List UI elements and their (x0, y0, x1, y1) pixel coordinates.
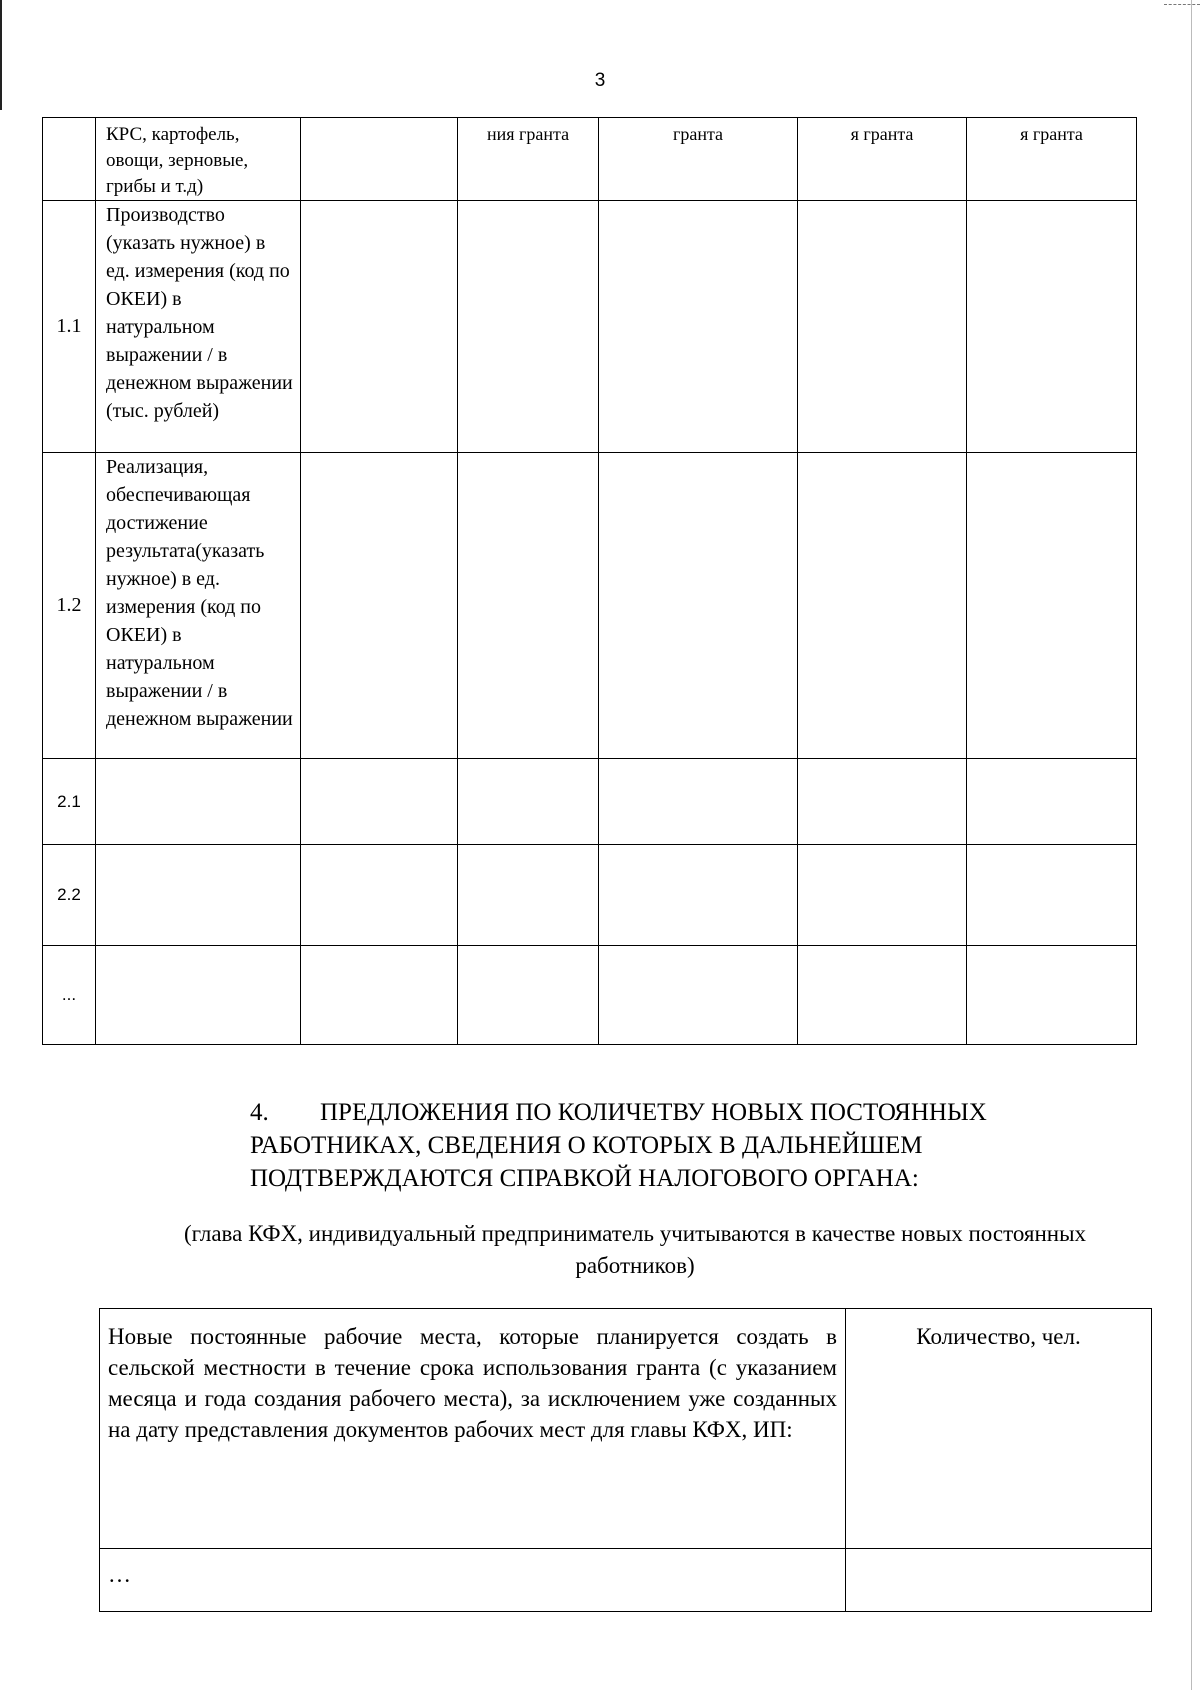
row-number: 1.2 (43, 453, 96, 759)
indicators-table (42, 117, 1137, 1045)
ellipsis-cell: … (100, 1549, 846, 1612)
scan-mark (1164, 4, 1200, 7)
header-cell: я гранта (967, 118, 1137, 201)
table-header-row (43, 118, 1137, 201)
header-cell: ния гранта (458, 118, 599, 201)
value-cell (798, 453, 967, 759)
section-note: (глава КФХ, индивидуальный предприниматель учитываются в качестве новых постоянных работников) (183, 1221, 1087, 1278)
table-row (43, 453, 1137, 759)
row-number: 2.2 (43, 845, 96, 946)
header-cell: я гранта (798, 118, 967, 201)
value-cell (798, 946, 967, 1045)
jobs-description: Новые постоянные рабочие места, которые планируется создать в сельской местности в течение срока использования гранта (с указанием месяца и года создания рабочего места), за исключением уже созданных на дату представления документов рабочих мест для главы КФХ, ИП: (100, 1309, 846, 1549)
value-cell (599, 201, 798, 453)
value-cell (458, 845, 599, 946)
row-number: 1.1 (43, 201, 96, 453)
value-cell (458, 946, 599, 1045)
table-row (43, 759, 1137, 845)
value-cell (301, 201, 458, 453)
value-cell (301, 845, 458, 946)
table-row (100, 1549, 1152, 1612)
scan-edge-left (0, 0, 2, 110)
header-cell: гранта (599, 118, 798, 201)
value-cell (967, 845, 1137, 946)
quantity-header: Количество, чел. (846, 1309, 1152, 1549)
value-cell (599, 759, 798, 845)
value-cell (301, 453, 458, 759)
value-cell (967, 946, 1137, 1045)
table-row (100, 1309, 1152, 1549)
num-cell (43, 118, 96, 201)
table-row (43, 845, 1137, 946)
row-name (96, 946, 301, 1045)
section-number: 4. (250, 1099, 269, 1126)
value-cell (798, 845, 967, 946)
table-row (43, 946, 1137, 1045)
quantity-cell (846, 1549, 1152, 1612)
value-cell (599, 453, 798, 759)
value-cell (599, 845, 798, 946)
page-number: 3 (594, 70, 606, 91)
scan-edge-right (1191, 0, 1192, 1690)
row-number: 2.1 (43, 759, 96, 845)
row-name (96, 845, 301, 946)
value-cell (967, 201, 1137, 453)
value-cell (301, 759, 458, 845)
row-name (96, 759, 301, 845)
new-jobs-table (99, 1308, 1152, 1612)
section-title: ПРЕДЛОЖЕНИЯ ПО КОЛИЧЕТВУ НОВЫХ ПОСТОЯННЫХ РАБОТНИКАХ, СВЕДЕНИЯ О КОТОРЫХ В ДАЛЬНЕЙШЕМ ПОДТВЕРЖДАЮТСЯ СПРАВКОЙ НАЛОГОВОГО ОРГАНА: (250, 1099, 987, 1192)
row-name: Производство (указать нужное) в ед. измерения (код по ОКЕИ) в натуральном выражении / в денежном выражении (тыс. рублей) (96, 201, 301, 453)
value-cell (301, 946, 458, 1045)
section-heading (250, 1096, 1130, 1195)
value-cell (967, 759, 1137, 845)
header-cell (301, 118, 458, 201)
value-cell (798, 201, 967, 453)
value-cell (458, 759, 599, 845)
value-cell (599, 946, 798, 1045)
product-cell: КРС, картофель, овощи, зерновые, грибы и т.д) (96, 118, 301, 201)
value-cell (967, 453, 1137, 759)
value-cell (458, 453, 599, 759)
row-number: ... (43, 946, 96, 1045)
row-name: Реализация, обеспечивающая достижение результата(указать нужное) в ед. измерения (код по ОКЕИ) в натуральном выражении / в денежном выражении (96, 453, 301, 759)
table-row (43, 201, 1137, 453)
value-cell (798, 759, 967, 845)
value-cell (458, 201, 599, 453)
